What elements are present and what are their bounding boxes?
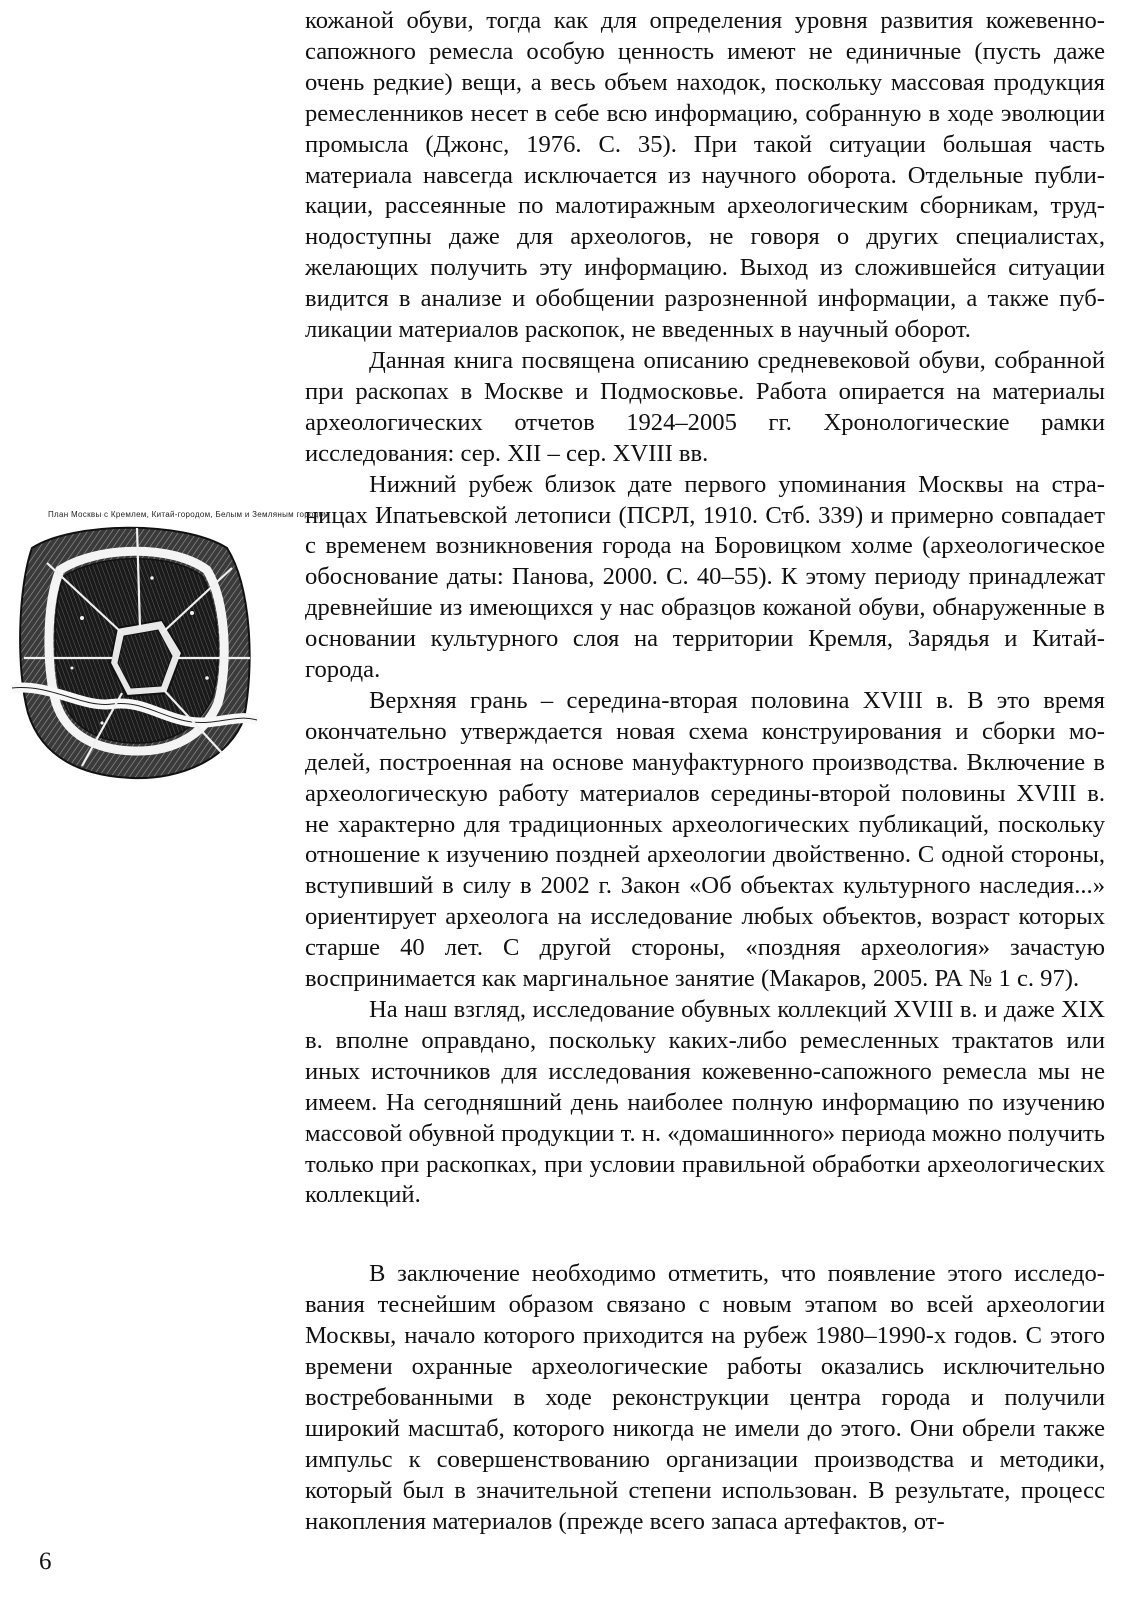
paragraph-1: кожаной обуви, тогда как для определения уровня развития кожевенно-сапожного ремесла особую ценность имеют не единичные (пусть даже очень редкие) вещи, а весь объем находок, поскольку массовая продукция ремесленников несет в себе всю информацию, собранную в ходе эволюции промысла (Джонс, 1976. С. 35). При такой ситуации большая часть материала навсегда исключается из научного оборота. Отдельные публикации, рассеянные по малотиражным археологическим сборникам, труднодоступны даже для археологов, не говоря о других специалистах, желающих получить эту информацию. Выход из сложившейся ситуации видится в анализе и обобщении разрозненной информации, а также публикации материалов раскопок, не введенных в научный оборот. xyxy=(305,7,1105,344)
section-gap xyxy=(305,1211,1105,1259)
paragraph-3: Нижний рубеж близок дате первого упоминания Москвы на страницах Ипатьевской летописи (ПСРЛ, 1910. Стб. 339) и примерно совпадает с временем возникновения города на Боровицком холме (археологическое обоснование даты: Панова, 2000. С. 40–55). К этому периоду принадлежат древнейшие из имеющихся у нас образцов кожаной обуви, обнаруженные в основании культурного слоя на территории Кремля, Зарядья и Китай-города. xyxy=(305,470,1105,684)
page-number: 6 xyxy=(39,1548,52,1575)
map-drawing xyxy=(12,508,330,786)
paragraph-6: В заключение необходимо отметить, что появление этого исследования теснейшим образом связано с новым этапом во всей археологии Москвы, начало которого приходится на рубеж 1980–1990-х годов. С этого времени охранные археологические работы оказались исключительно востребованными в ходе реконструкции центра города и получили широкий масштаб, которого никогда не имели до этого. Они обрели также импульс к совершенствованию организации производства и методики, который был в значительной степени использован. В результате, процесс накопления материалов (прежде всего запаса артефактов, от- xyxy=(305,1260,1105,1535)
paragraph-4: Верхняя грань – середина-вторая половина XVIII в. В это время окончательно утверждается новая схема конструирования и сборки моделей, построенная на основе мануфактурного производства. Включение в археологическую работу материалов середины-второй половины XVIII в. не характерно для традиционных археологических публикаций, поскольку отношение к изучению поздней археологии двойственно. С одной стороны, вступивший в силу в 2002 г. Закон «Об объектах культурного наследия...» ориентирует археолога на исследование любых объектов, возраст которых старше 40 лет. С другой стороны, «поздняя археология» зачастую воспринимается как маргинальное занятие (Макаров, 2005. РА № 1 с. 97). xyxy=(305,686,1105,993)
paragraph-2: Данная книга посвящена описанию средневековой обуви, собранной при раскопах в Москве и Подмосковье. Работа опирается на материалы археологических отчетов 1924–2005 гг. Хронологические рамки исследования: сер. XII – сер. XVIII вв. xyxy=(305,346,1105,467)
moscow-map-illustration xyxy=(12,508,330,786)
body-text xyxy=(305,6,1105,1538)
paragraph-5: На наш взгляд, исследование обувных коллекций XVIII в. и даже XIX в. вполне оправдано, поскольку каких-либо ремесленных трактатов или иных источников для исследования кожевенно-сапожного ремесла мы не имеем. На сегодняшний день наиболее полную информацию по изучению массовой обувной продукции т. н. «домашинного» периода можно получить только при раскопках, при условии правильной обработки археологических коллекций. xyxy=(305,996,1105,1209)
map-caption: План Москвы с Кремлем, Китай-городом, Белым и Земляным городом xyxy=(48,510,330,519)
